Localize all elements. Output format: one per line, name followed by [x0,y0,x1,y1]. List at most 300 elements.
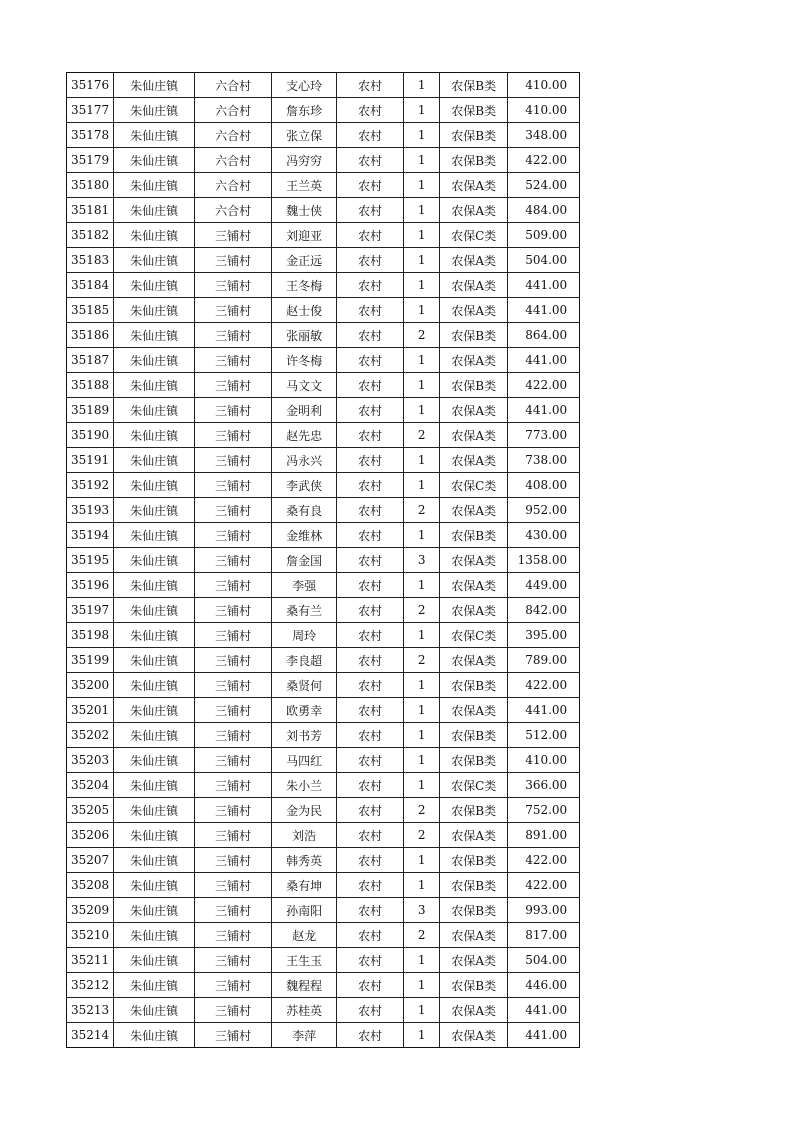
cell-amount: 952.00 [508,498,580,523]
cell-insurance-category: 农保A类 [440,573,508,598]
cell-person-name: 桑有良 [272,498,337,523]
cell-amount: 789.00 [508,648,580,673]
cell-insurance-category: 农保A类 [440,923,508,948]
cell-town: 朱仙庄镇 [114,223,195,248]
cell-member-count: 1 [404,573,440,598]
cell-insurance-category: 农保B类 [440,673,508,698]
cell-person-name: 赵先忠 [272,423,337,448]
cell-amount: 422.00 [508,673,580,698]
cell-person-name: 李萍 [272,1023,337,1048]
cell-village: 三铺村 [195,423,272,448]
cell-amount: 512.00 [508,723,580,748]
cell-household-type: 农村 [337,748,404,773]
table-row [67,823,580,848]
cell-insurance-category: 农保B类 [440,323,508,348]
cell-village: 六合村 [195,173,272,198]
cell-town: 朱仙庄镇 [114,998,195,1023]
cell-person-name: 金维林 [272,523,337,548]
cell-amount: 842.00 [508,598,580,623]
cell-member-count: 1 [404,623,440,648]
cell-member-count: 1 [404,948,440,973]
cell-household-type: 农村 [337,598,404,623]
cell-town: 朱仙庄镇 [114,423,195,448]
cell-insurance-category: 农保C类 [440,473,508,498]
cell-amount: 422.00 [508,148,580,173]
cell-insurance-category: 农保A类 [440,273,508,298]
cell-household-type: 农村 [337,398,404,423]
cell-insurance-category: 农保B类 [440,873,508,898]
cell-amount: 817.00 [508,923,580,948]
table-row [67,973,580,998]
cell-member-count: 3 [404,548,440,573]
cell-person-name: 桑有兰 [272,598,337,623]
cell-record-id: 35179 [67,148,114,173]
cell-town: 朱仙庄镇 [114,623,195,648]
cell-household-type: 农村 [337,673,404,698]
cell-village: 三铺村 [195,723,272,748]
cell-insurance-category: 农保A类 [440,1023,508,1048]
cell-record-id: 35189 [67,398,114,423]
table-row [67,223,580,248]
cell-town: 朱仙庄镇 [114,298,195,323]
cell-member-count: 1 [404,198,440,223]
table-row [67,948,580,973]
cell-member-count: 1 [404,873,440,898]
cell-member-count: 1 [404,273,440,298]
cell-town: 朱仙庄镇 [114,323,195,348]
cell-amount: 395.00 [508,623,580,648]
cell-household-type: 农村 [337,473,404,498]
cell-record-id: 35176 [67,73,114,98]
cell-insurance-category: 农保A类 [440,498,508,523]
cell-town: 朱仙庄镇 [114,473,195,498]
cell-insurance-category: 农保A类 [440,948,508,973]
cell-town: 朱仙庄镇 [114,548,195,573]
cell-village: 三铺村 [195,698,272,723]
cell-household-type: 农村 [337,273,404,298]
cell-person-name: 欧勇幸 [272,698,337,723]
cell-village: 三铺村 [195,548,272,573]
cell-record-id: 35214 [67,1023,114,1048]
cell-person-name: 朱小兰 [272,773,337,798]
cell-town: 朱仙庄镇 [114,123,195,148]
cell-insurance-category: 农保B类 [440,973,508,998]
cell-member-count: 1 [404,748,440,773]
cell-member-count: 1 [404,248,440,273]
cell-person-name: 金为民 [272,798,337,823]
cell-town: 朱仙庄镇 [114,648,195,673]
cell-record-id: 35194 [67,523,114,548]
cell-record-id: 35202 [67,723,114,748]
cell-amount: 441.00 [508,698,580,723]
cell-amount: 410.00 [508,748,580,773]
cell-town: 朱仙庄镇 [114,798,195,823]
table-row [67,998,580,1023]
table-row [67,523,580,548]
cell-household-type: 农村 [337,148,404,173]
cell-village: 三铺村 [195,973,272,998]
cell-record-id: 35213 [67,998,114,1023]
cell-record-id: 35206 [67,823,114,848]
cell-town: 朱仙庄镇 [114,748,195,773]
cell-record-id: 35182 [67,223,114,248]
cell-insurance-category: 农保B类 [440,98,508,123]
cell-amount: 1358.00 [508,548,580,573]
cell-record-id: 35204 [67,773,114,798]
cell-member-count: 1 [404,123,440,148]
cell-town: 朱仙庄镇 [114,248,195,273]
cell-record-id: 35205 [67,798,114,823]
cell-village: 三铺村 [195,598,272,623]
table-row [67,623,580,648]
table-row [67,348,580,373]
cell-amount: 738.00 [508,448,580,473]
cell-household-type: 农村 [337,623,404,648]
cell-village: 三铺村 [195,873,272,898]
table-row [67,148,580,173]
table-row [67,673,580,698]
cell-member-count: 1 [404,373,440,398]
cell-member-count: 1 [404,73,440,98]
cell-household-type: 农村 [337,548,404,573]
cell-amount: 422.00 [508,848,580,873]
cell-amount: 449.00 [508,573,580,598]
cell-town: 朱仙庄镇 [114,773,195,798]
table-row [67,123,580,148]
cell-town: 朱仙庄镇 [114,923,195,948]
cell-member-count: 1 [404,1023,440,1048]
cell-member-count: 1 [404,973,440,998]
cell-amount: 773.00 [508,423,580,448]
cell-household-type: 农村 [337,373,404,398]
cell-town: 朱仙庄镇 [114,498,195,523]
cell-insurance-category: 农保A类 [440,648,508,673]
cell-town: 朱仙庄镇 [114,173,195,198]
cell-person-name: 张丽敏 [272,323,337,348]
cell-village: 三铺村 [195,848,272,873]
cell-amount: 504.00 [508,248,580,273]
cell-member-count: 1 [404,523,440,548]
cell-insurance-category: 农保A类 [440,423,508,448]
table-row [67,373,580,398]
cell-household-type: 农村 [337,898,404,923]
cell-village: 三铺村 [195,523,272,548]
cell-household-type: 农村 [337,948,404,973]
cell-household-type: 农村 [337,848,404,873]
table-row [67,573,580,598]
cell-record-id: 35196 [67,573,114,598]
cell-record-id: 35198 [67,623,114,648]
cell-record-id: 35177 [67,98,114,123]
cell-record-id: 35184 [67,273,114,298]
table-row [67,448,580,473]
cell-record-id: 35195 [67,548,114,573]
cell-record-id: 35191 [67,448,114,473]
cell-amount: 408.00 [508,473,580,498]
table-row [67,1023,580,1048]
cell-person-name: 刘迎亚 [272,223,337,248]
cell-amount: 441.00 [508,348,580,373]
cell-village: 三铺村 [195,448,272,473]
cell-town: 朱仙庄镇 [114,273,195,298]
cell-town: 朱仙庄镇 [114,448,195,473]
cell-record-id: 35190 [67,423,114,448]
cell-person-name: 詹东珍 [272,98,337,123]
table-row [67,98,580,123]
cell-amount: 441.00 [508,398,580,423]
cell-village: 三铺村 [195,923,272,948]
cell-insurance-category: 农保B类 [440,123,508,148]
cell-person-name: 支心玲 [272,73,337,98]
cell-member-count: 2 [404,823,440,848]
cell-village: 三铺村 [195,273,272,298]
cell-amount: 484.00 [508,198,580,223]
cell-member-count: 1 [404,848,440,873]
cell-household-type: 农村 [337,423,404,448]
table-row [67,423,580,448]
table-row [67,698,580,723]
cell-household-type: 农村 [337,448,404,473]
cell-household-type: 农村 [337,198,404,223]
cell-household-type: 农村 [337,73,404,98]
cell-village: 三铺村 [195,473,272,498]
cell-village: 三铺村 [195,898,272,923]
cell-member-count: 1 [404,98,440,123]
cell-record-id: 35200 [67,673,114,698]
cell-person-name: 王冬梅 [272,273,337,298]
cell-village: 三铺村 [195,223,272,248]
cell-town: 朱仙庄镇 [114,823,195,848]
cell-town: 朱仙庄镇 [114,1023,195,1048]
cell-record-id: 35212 [67,973,114,998]
cell-town: 朱仙庄镇 [114,698,195,723]
cell-record-id: 35183 [67,248,114,273]
cell-amount: 441.00 [508,298,580,323]
cell-person-name: 刘书芳 [272,723,337,748]
cell-member-count: 2 [404,598,440,623]
cell-village: 三铺村 [195,773,272,798]
cell-person-name: 马四红 [272,748,337,773]
cell-record-id: 35207 [67,848,114,873]
cell-village: 三铺村 [195,348,272,373]
cell-person-name: 桑有坤 [272,873,337,898]
cell-amount: 422.00 [508,373,580,398]
cell-record-id: 35193 [67,498,114,523]
table-row [67,723,580,748]
table-row [67,773,580,798]
cell-insurance-category: 农保A类 [440,598,508,623]
cell-record-id: 35186 [67,323,114,348]
cell-household-type: 农村 [337,173,404,198]
cell-household-type: 农村 [337,823,404,848]
cell-town: 朱仙庄镇 [114,598,195,623]
cell-town: 朱仙庄镇 [114,573,195,598]
cell-household-type: 农村 [337,648,404,673]
cell-household-type: 农村 [337,348,404,373]
cell-record-id: 35203 [67,748,114,773]
cell-member-count: 2 [404,798,440,823]
cell-town: 朱仙庄镇 [114,973,195,998]
cell-amount: 410.00 [508,73,580,98]
cell-insurance-category: 农保C类 [440,773,508,798]
cell-record-id: 35210 [67,923,114,948]
cell-person-name: 魏程程 [272,973,337,998]
cell-member-count: 1 [404,723,440,748]
cell-record-id: 35187 [67,348,114,373]
cell-insurance-category: 农保B类 [440,73,508,98]
cell-record-id: 35197 [67,598,114,623]
cell-insurance-category: 农保A类 [440,398,508,423]
cell-member-count: 1 [404,173,440,198]
cell-person-name: 魏士侠 [272,198,337,223]
table-row [67,598,580,623]
cell-person-name: 苏桂英 [272,998,337,1023]
cell-insurance-category: 农保A类 [440,823,508,848]
records-table [66,72,580,1048]
cell-village: 六合村 [195,198,272,223]
cell-member-count: 1 [404,448,440,473]
cell-household-type: 农村 [337,698,404,723]
cell-record-id: 35201 [67,698,114,723]
cell-village: 三铺村 [195,498,272,523]
cell-household-type: 农村 [337,298,404,323]
table-row [67,398,580,423]
cell-amount: 410.00 [508,98,580,123]
cell-person-name: 许冬梅 [272,348,337,373]
cell-village: 三铺村 [195,373,272,398]
table-row [67,648,580,673]
table-row [67,248,580,273]
cell-person-name: 赵龙 [272,923,337,948]
cell-record-id: 35209 [67,898,114,923]
cell-record-id: 35180 [67,173,114,198]
cell-household-type: 农村 [337,573,404,598]
cell-household-type: 农村 [337,873,404,898]
cell-person-name: 周玲 [272,623,337,648]
cell-amount: 430.00 [508,523,580,548]
cell-insurance-category: 农保B类 [440,898,508,923]
cell-amount: 422.00 [508,873,580,898]
cell-village: 三铺村 [195,1023,272,1048]
cell-town: 朱仙庄镇 [114,373,195,398]
cell-amount: 446.00 [508,973,580,998]
cell-amount: 504.00 [508,948,580,973]
cell-household-type: 农村 [337,498,404,523]
cell-village: 三铺村 [195,823,272,848]
cell-town: 朱仙庄镇 [114,348,195,373]
cell-insurance-category: 农保A类 [440,198,508,223]
cell-person-name: 桑贤何 [272,673,337,698]
cell-member-count: 1 [404,148,440,173]
table-row [67,173,580,198]
cell-insurance-category: 农保B类 [440,798,508,823]
cell-town: 朱仙庄镇 [114,398,195,423]
cell-person-name: 李武侠 [272,473,337,498]
cell-insurance-category: 农保C类 [440,623,508,648]
table-row [67,298,580,323]
cell-member-count: 2 [404,498,440,523]
cell-amount: 524.00 [508,173,580,198]
table-row [67,923,580,948]
table-row [67,198,580,223]
table-row [67,548,580,573]
cell-household-type: 农村 [337,123,404,148]
cell-insurance-category: 农保A类 [440,698,508,723]
cell-member-count: 1 [404,298,440,323]
cell-household-type: 农村 [337,248,404,273]
cell-member-count: 1 [404,223,440,248]
cell-person-name: 孙南阳 [272,898,337,923]
cell-amount: 348.00 [508,123,580,148]
cell-household-type: 农村 [337,223,404,248]
cell-town: 朱仙庄镇 [114,148,195,173]
cell-member-count: 1 [404,473,440,498]
cell-record-id: 35211 [67,948,114,973]
cell-insurance-category: 农保A类 [440,548,508,573]
table-row [67,748,580,773]
cell-village: 六合村 [195,73,272,98]
cell-insurance-category: 农保B类 [440,373,508,398]
cell-town: 朱仙庄镇 [114,98,195,123]
cell-town: 朱仙庄镇 [114,898,195,923]
cell-town: 朱仙庄镇 [114,198,195,223]
cell-member-count: 2 [404,323,440,348]
cell-member-count: 1 [404,698,440,723]
cell-village: 三铺村 [195,248,272,273]
cell-record-id: 35188 [67,373,114,398]
cell-town: 朱仙庄镇 [114,948,195,973]
cell-household-type: 农村 [337,773,404,798]
cell-amount: 441.00 [508,998,580,1023]
cell-village: 三铺村 [195,648,272,673]
cell-record-id: 35192 [67,473,114,498]
cell-person-name: 赵士俊 [272,298,337,323]
cell-person-name: 王生玉 [272,948,337,973]
cell-insurance-category: 农保A类 [440,998,508,1023]
cell-member-count: 3 [404,898,440,923]
cell-member-count: 2 [404,923,440,948]
records-table-body [67,73,580,1048]
cell-amount: 441.00 [508,1023,580,1048]
cell-amount: 752.00 [508,798,580,823]
cell-person-name: 刘浩 [272,823,337,848]
cell-insurance-category: 农保B类 [440,748,508,773]
cell-household-type: 农村 [337,523,404,548]
cell-member-count: 2 [404,423,440,448]
cell-person-name: 金正远 [272,248,337,273]
cell-record-id: 35208 [67,873,114,898]
cell-insurance-category: 农保B类 [440,723,508,748]
cell-household-type: 农村 [337,1023,404,1048]
cell-member-count: 1 [404,998,440,1023]
cell-town: 朱仙庄镇 [114,873,195,898]
cell-insurance-category: 农保A类 [440,348,508,373]
cell-village: 三铺村 [195,298,272,323]
cell-person-name: 韩秀英 [272,848,337,873]
cell-village: 六合村 [195,98,272,123]
cell-insurance-category: 农保B类 [440,523,508,548]
cell-insurance-category: 农保B类 [440,148,508,173]
table-row [67,873,580,898]
cell-amount: 509.00 [508,223,580,248]
cell-household-type: 农村 [337,323,404,348]
cell-household-type: 农村 [337,973,404,998]
cell-insurance-category: 农保A类 [440,298,508,323]
cell-person-name: 王兰英 [272,173,337,198]
table-row [67,898,580,923]
cell-member-count: 1 [404,398,440,423]
cell-person-name: 冯永兴 [272,448,337,473]
